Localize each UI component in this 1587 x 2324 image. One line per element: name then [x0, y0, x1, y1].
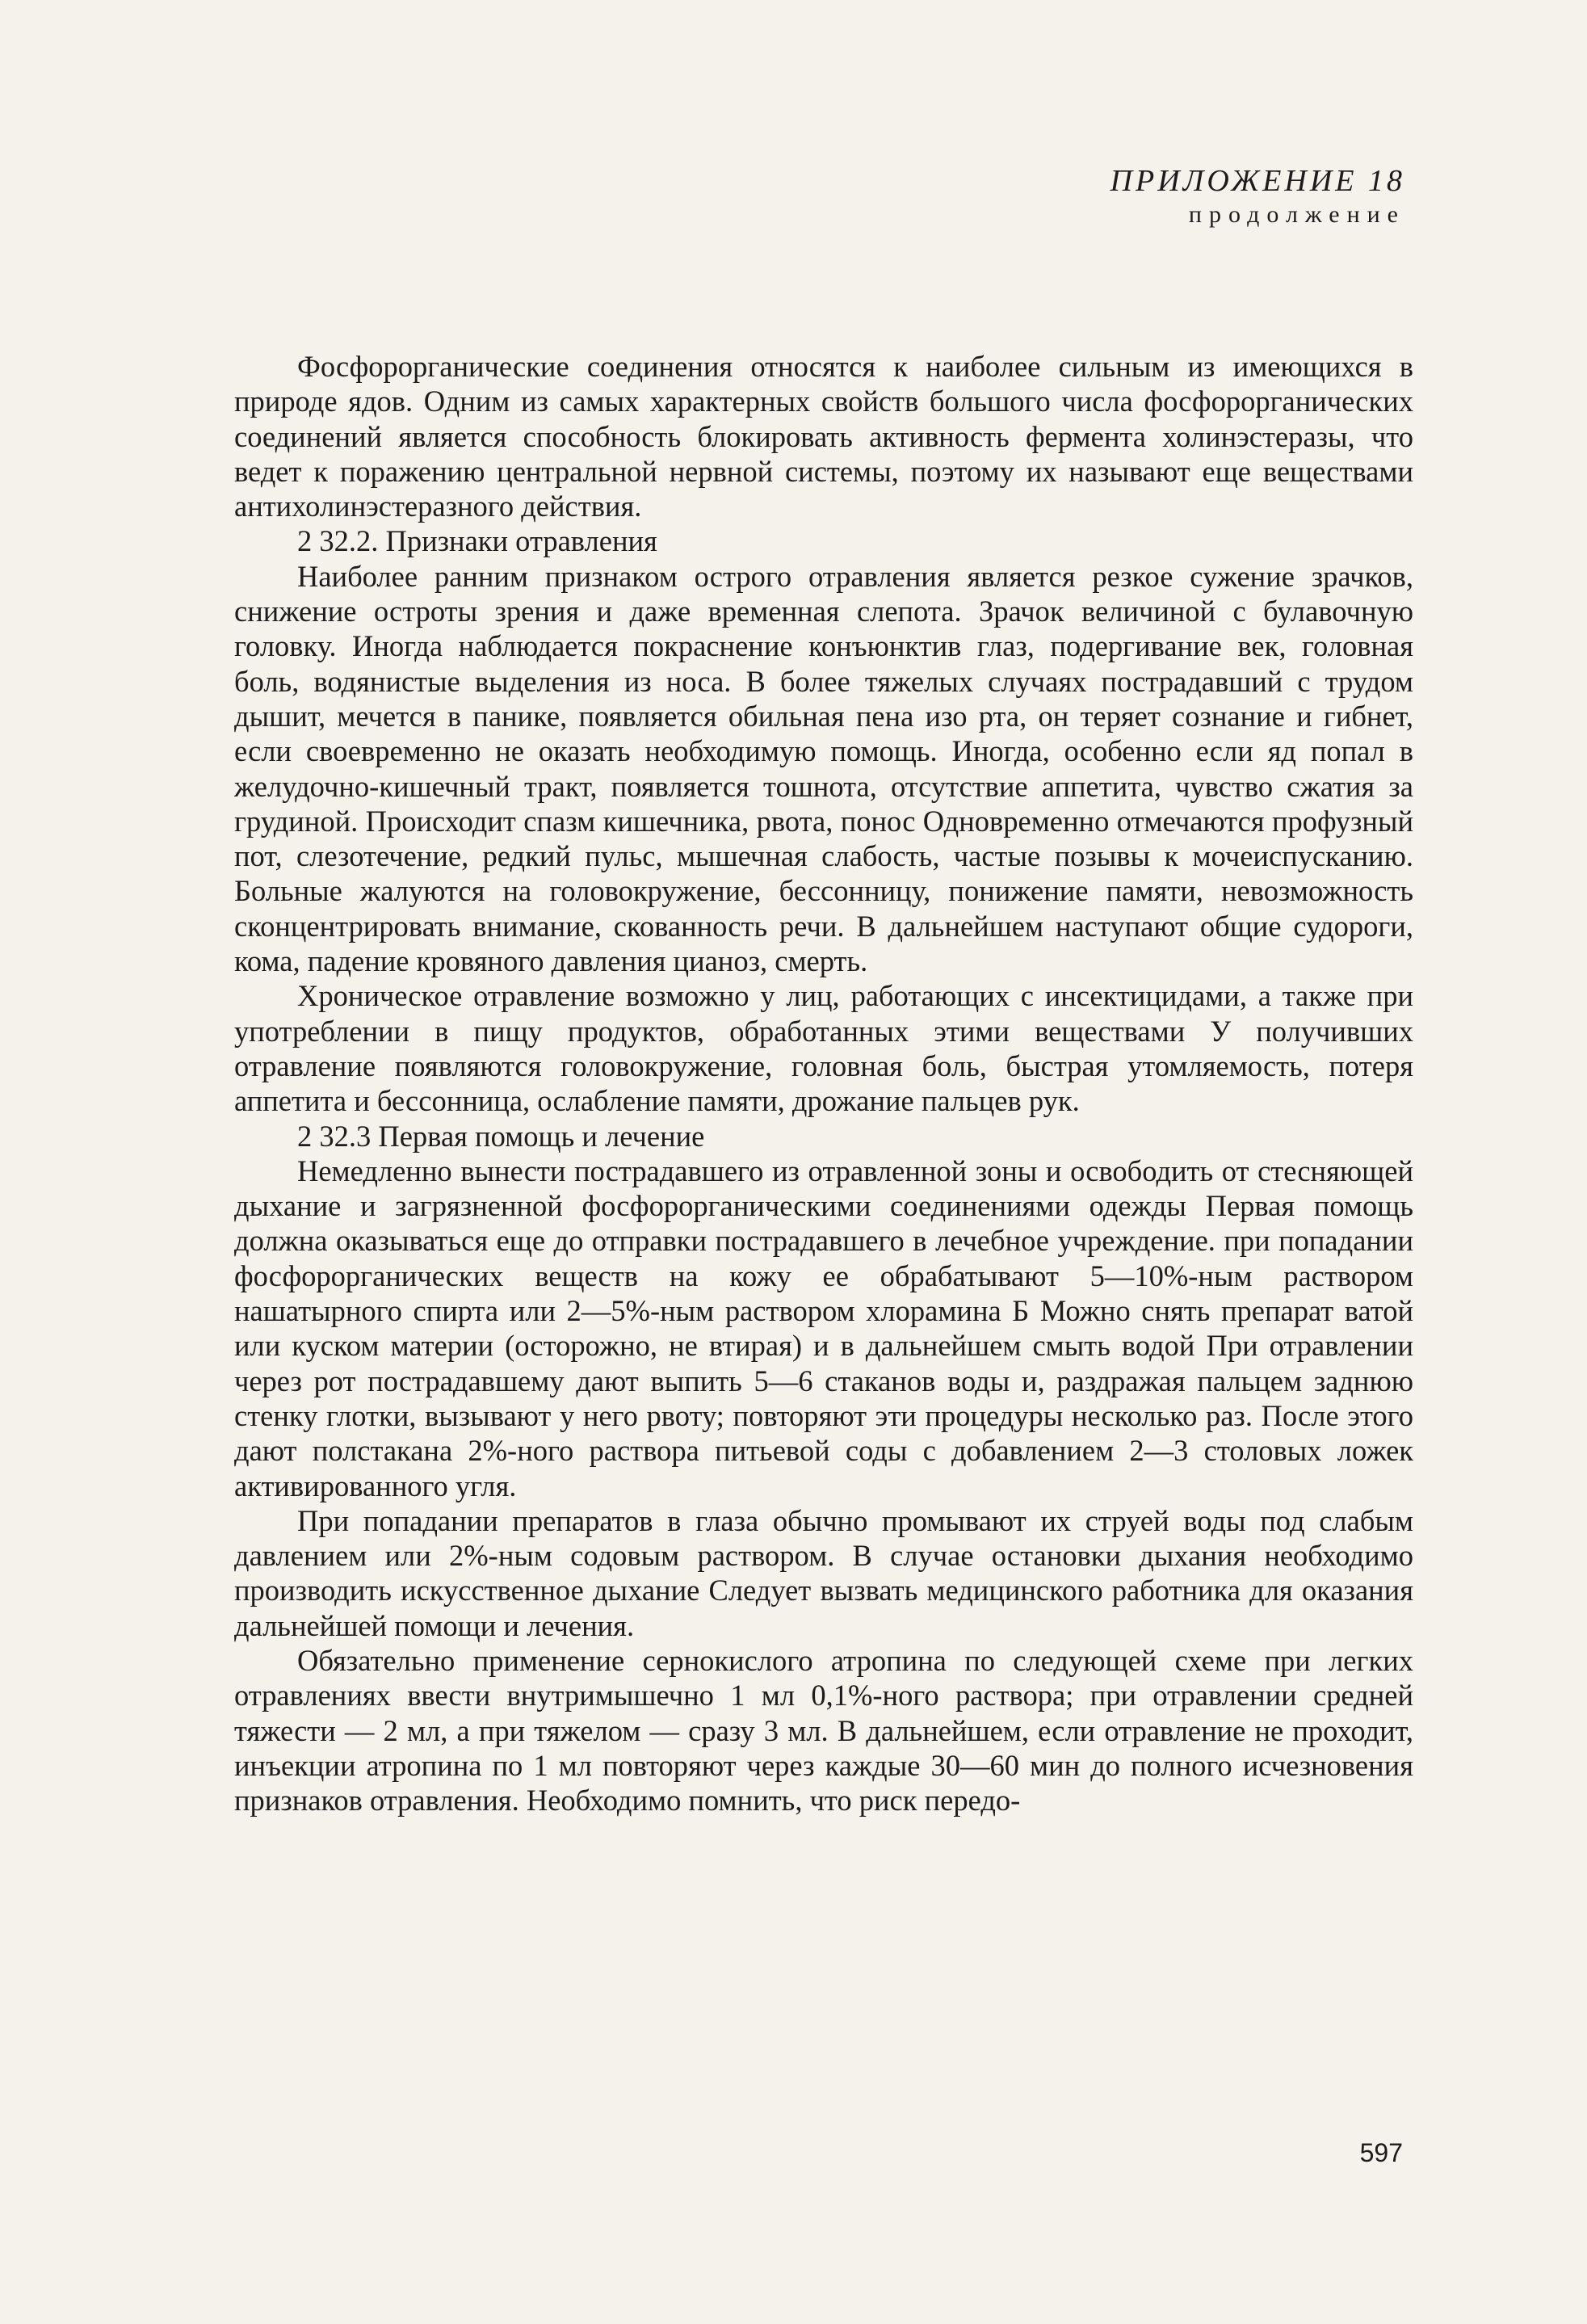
paragraph-eye-exposure: При попадании препаратов в глаза обычно промывают их струей воды под слабым давлением или 2%-ным содовым раствором. В случае остановки дыхания необходимо производить искусственное дыхание Следует вызвать медицинского работника для оказания дальнейшей помощи и лечения. [234, 1503, 1413, 1642]
paragraph-chronic-poisoning: Хроническое отравление возможно у лиц, работающих с инсектицидами, а также при употреблении в пищу продуктов, обработанных этими веществами У получивших отравление появляются головокружение, головная боль, быстрая утомляемость, потеря аппетита и бессонница, ослабление памяти, дрожание пальцев рук. [234, 979, 1413, 1118]
section-heading-symptoms: 2 32.2. Признаки отравления [297, 524, 657, 558]
appendix-continuation-label: продолжение [1188, 201, 1405, 228]
paragraph-atropine: Обязательно применение сернокислого атропина по следующей схеме при легких отравлениях ввести внутримышечно 1 мл 0,1%-ного раствора; при отравлении средней тяжести — 2 мл, а при тяжелом — сразу 3 мл. В дальнейшем, если отравление не проходит, инъекции атропина по 1 мл повторяют через каждые 30—60 мин до полного исчезновения признаков отравления. Необходимо помнить, что риск передо- [234, 1643, 1413, 1818]
page-number: 597 [1359, 2138, 1403, 2167]
section-heading-first-aid: 2 32.3 Первая помощь и лечение [297, 1119, 705, 1153]
paragraph-first-aid: Немедленно вынести пострадавшего из отравленной зоны и освободить от стесняющей дыхание и загрязненной фосфорорганическими соединениями одежды Первая помощь должна оказываться еще до отправки пострадавшего в лечебное учреждение. при попадании фосфорорганических веществ на кожу ее обрабатывают 5—10%-ным раствором нашатырного спирта или 2—5%-ным раствором хлорамина Б Можно снять препарат ватой или куском материи (осторожно, не втирая) и в дальнейшем смыть водой При отравлении через рот пострадавшему дают выпить 5—6 стаканов воды и, раздражая пальцем заднюю стенку глотки, вызывают у него рвоту; повторяют эти процедуры несколько раз. После этого дают полстакана 2%-ного раствора питьевой соды с добавлением 2—3 столовых ложек активированного угля. [234, 1154, 1413, 1502]
document-body [234, 349, 1413, 1818]
paragraph-intro: Фосфорорганические соединения относятся к наиболее сильным из имеющихся в природе ядов. Одним из самых характерных свойств большого числа фосфорорганических соединений является способность блокировать активность фермента холинэстеразы, что ведет к поражению центральной нервной системы, поэтому их называют еще веществами антихолинэстеразного действия. [234, 350, 1413, 523]
appendix-title: ПРИЛОЖЕНИЕ 18 [1110, 164, 1405, 198]
appendix-header [1110, 162, 1405, 229]
paragraph-acute-poisoning: Наиболее ранним признаком острого отравления является резкое сужение зрачков, снижение остроты зрения и даже временная слепота. Зрачок величиной с булавочную головку. Иногда наблюдается покраснение конъюнктив глаз, подергивание век, головная боль, водянистые выделения из носа. В более тяжелых случаях пострадавший с трудом дышит, мечется в панике, появляется обильная пена изо рта, он теряет сознание и гибнет, если своевременно не оказать необходимую помощь. Иногда, особенно если яд попал в желудочно-кишечный тракт, появляется тошнота, отсутствие аппетита, чувство сжатия за грудиной. Происходит спазм кишечника, рвота, понос Одновременно отмечаются профузный пот, слезотечение, редкий пульс, мышечная слабость, частые позывы к мочеиспусканию. Больные жалуются на головокружение, бессонницу, понижение памяти, невозможность сконцентрировать внимание, скованность речи. В дальнейшем наступают общие судороги, кома, падение кровяного давления цианоз, смерть. [234, 559, 1413, 978]
